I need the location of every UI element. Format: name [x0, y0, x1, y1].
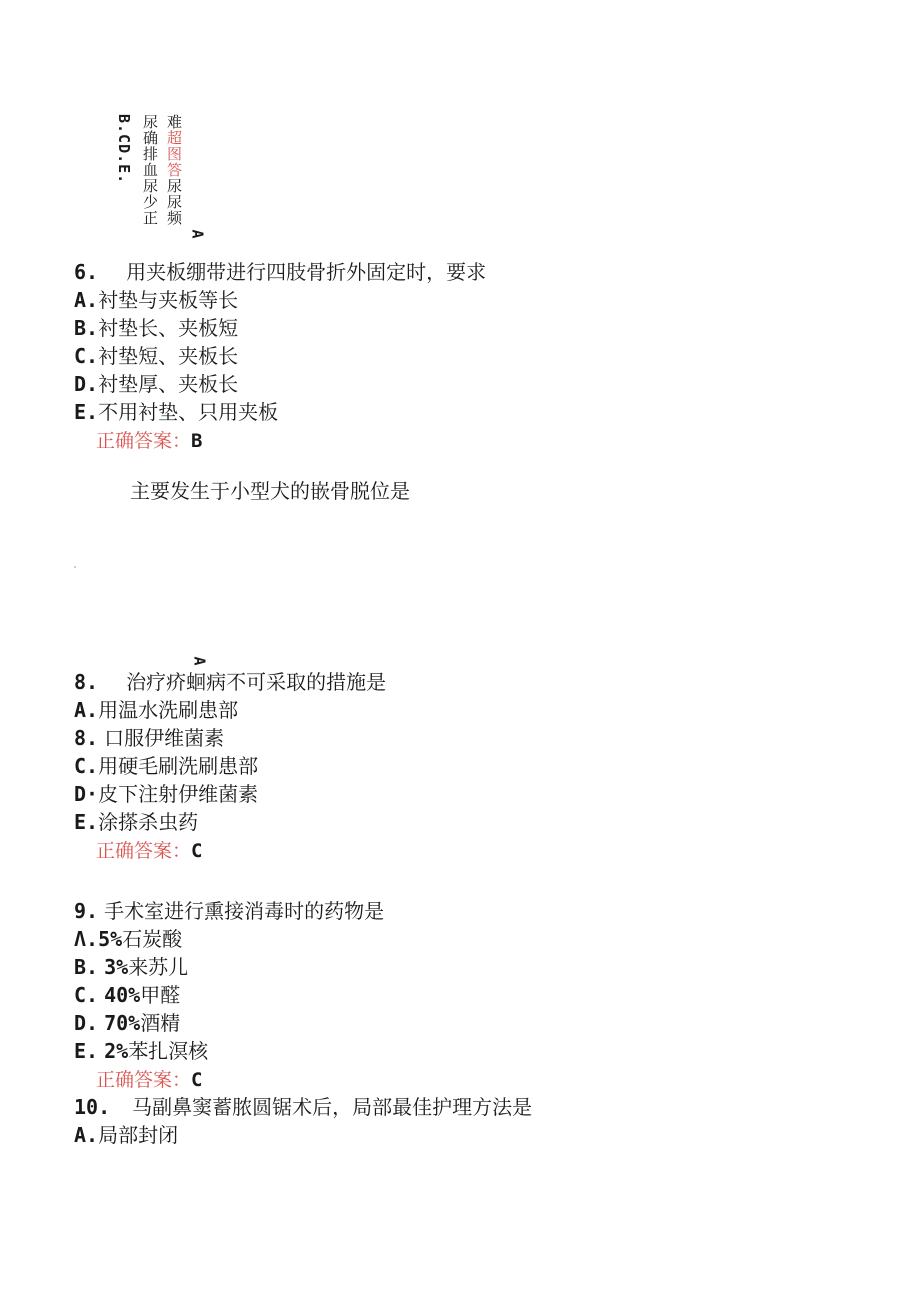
- q8-answer: [96, 837, 202, 865]
- q6-option-e: [74, 398, 278, 426]
- q6-question-text: 用夹板绷带进行四肢骨折外固定时，要求: [126, 260, 487, 284]
- q6-question: [74, 258, 486, 286]
- q8-number: 8.: [74, 670, 99, 694]
- option-letter: C.: [74, 983, 99, 1007]
- option-letter: B.: [74, 316, 99, 340]
- q8-option-d: [74, 780, 258, 808]
- option-text: 口服伊维菌素: [104, 726, 225, 750]
- option-value: 70%: [104, 1011, 141, 1035]
- answer-label: 正确答案：: [96, 430, 192, 452]
- option-letter: E.: [74, 810, 99, 834]
- option-text: 衬垫厚、夹板长: [98, 372, 239, 396]
- q9-option-c: [74, 981, 180, 1009]
- q8-option-b: [74, 724, 224, 752]
- q9-option-d: [74, 1009, 180, 1037]
- q8-option-c: [74, 752, 258, 780]
- q8-question: [74, 668, 386, 696]
- option-letter: A.: [74, 698, 99, 722]
- option-letter: C.: [74, 344, 99, 368]
- q9-number: 9.: [74, 899, 99, 923]
- q9-question: [74, 897, 384, 925]
- answer-label: 正确答案：: [96, 1069, 192, 1091]
- option-value: 5%: [98, 927, 123, 951]
- answer-value: C: [191, 1069, 203, 1091]
- q9-question-text: 手术室进行熏接消毒时的药物是: [104, 899, 385, 923]
- option-letter: C.: [74, 754, 99, 778]
- option-text: 衬垫长、夹板短: [98, 316, 239, 340]
- option-letter: E.: [74, 1039, 99, 1063]
- option-text: 涂搽杀虫药: [98, 810, 199, 834]
- option-text: 石炭酸: [122, 927, 183, 951]
- q8-option-e: [74, 808, 198, 836]
- q6-number: 6.: [74, 260, 99, 284]
- q8-question-text: 治疗疥蛔病不可采取的措施是: [126, 670, 387, 694]
- option-value: 3%: [104, 955, 129, 979]
- option-text: 衬垫短、夹板长: [98, 344, 239, 368]
- fragment-column-1: [164, 114, 184, 226]
- answer-label: 正确答案：: [96, 840, 192, 862]
- option-text: 局部封闭: [98, 1123, 179, 1147]
- q6-option-a: [74, 286, 238, 314]
- option-text: 用温水洗刷患部: [98, 698, 239, 722]
- option-text: 皮下注射伊维菌素: [98, 782, 259, 806]
- q9-option-b: [74, 953, 188, 981]
- q8-option-a: [74, 696, 238, 724]
- q9-option-e: [74, 1037, 208, 1065]
- q6-answer: [96, 427, 202, 455]
- option-letter: B.: [74, 955, 99, 979]
- option-letter: D.: [74, 372, 99, 396]
- q6-option-c: [74, 342, 238, 370]
- q9-answer: [96, 1066, 202, 1094]
- q10-number: 10.: [74, 1095, 111, 1119]
- option-text: 甲醛: [140, 983, 181, 1007]
- fragment-col1-start: 难: [165, 114, 183, 130]
- q10-question: [74, 1093, 532, 1121]
- option-text: 衬垫与夹板等长: [98, 288, 239, 312]
- fragment-col3-text: B.CD.E.: [115, 114, 133, 185]
- q9-option-a: [74, 925, 182, 953]
- option-text: 苯扎溟核: [128, 1039, 209, 1063]
- option-text: 不用衬垫、只用夹板: [98, 400, 279, 424]
- answer-value: B: [191, 430, 203, 452]
- option-letter: A.: [74, 288, 99, 312]
- option-letter: D·: [74, 782, 99, 806]
- q6-option-d: [74, 370, 238, 398]
- q10-question-text: 马副鼻窦蓄脓圆锯术后，局部最佳护理方法是: [132, 1095, 533, 1119]
- q6-option-b: [74, 314, 238, 342]
- scan-speck: [74, 566, 76, 568]
- option-letter: Λ.: [74, 927, 99, 951]
- q7-arrow-glyph: A: [190, 656, 209, 666]
- fragment-column-2: [140, 114, 160, 226]
- q10-option-a: [74, 1121, 178, 1149]
- option-letter: E.: [74, 400, 99, 424]
- fragment-column-3: [114, 114, 134, 184]
- option-text: 用硬毛刷洗刷患部: [98, 754, 259, 778]
- fragment-col1-rest: 尿尿频: [165, 178, 183, 226]
- option-value: 40%: [104, 983, 141, 1007]
- option-letter: D.: [74, 1011, 99, 1035]
- option-text: 来苏儿: [128, 955, 189, 979]
- option-text: 酒精: [140, 1011, 181, 1035]
- answer-value: C: [191, 840, 203, 862]
- fragment-arrow-glyph: A: [188, 229, 207, 239]
- option-letter: 8.: [74, 726, 99, 750]
- option-value: 2%: [104, 1039, 129, 1063]
- q7-question: 主要发生于小型犬的嵌骨脱位是: [130, 479, 410, 503]
- fragment-col1-red: 超图答: [165, 130, 183, 178]
- fragment-col2-text: 尿确排血尿少正: [141, 114, 159, 226]
- option-letter: A.: [74, 1123, 99, 1147]
